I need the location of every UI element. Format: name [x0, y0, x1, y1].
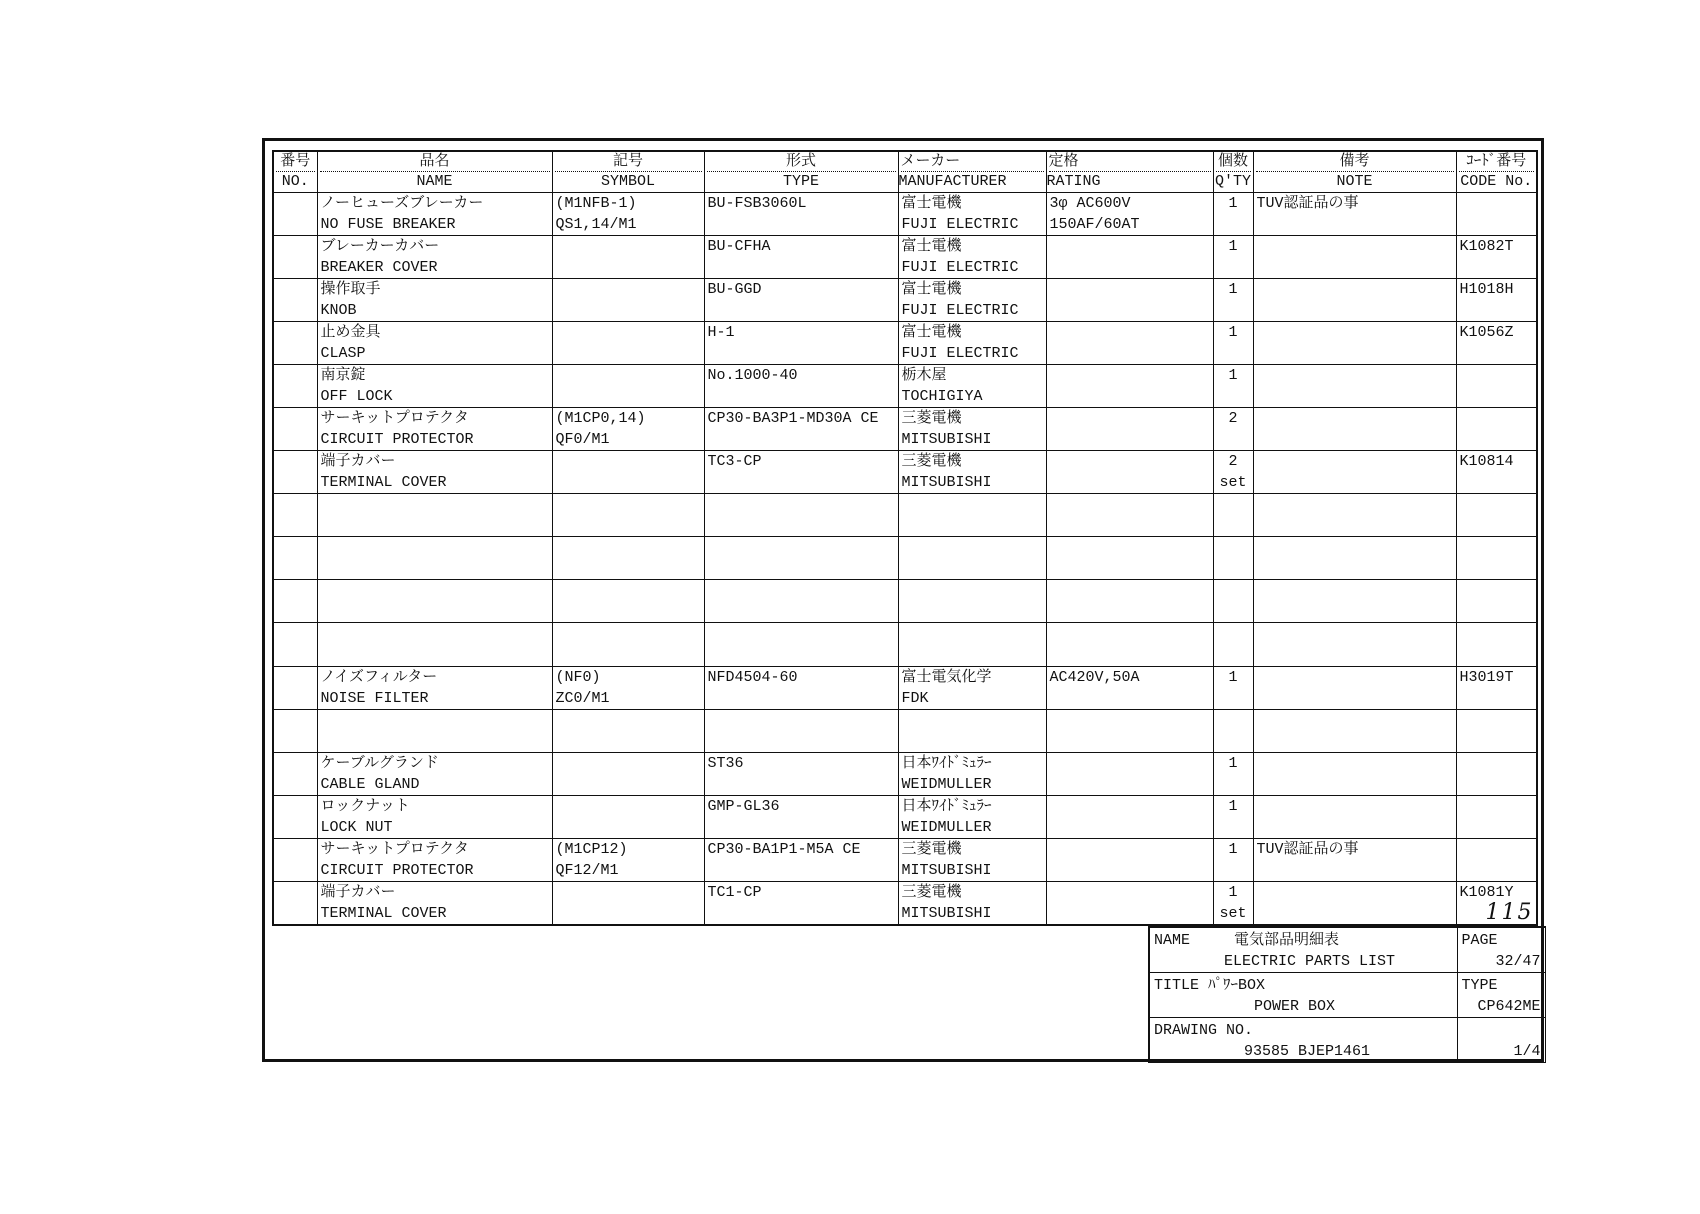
name-cell	[317, 580, 552, 623]
mfr-jp: 日本ﾜｲﾄﾞﾐｭﾗｰ	[901, 754, 992, 772]
qty-cell	[1213, 408, 1253, 451]
mfr-jp: 富士電機	[901, 324, 962, 342]
type-cell	[704, 752, 898, 795]
sheet-cell	[1457, 1018, 1545, 1063]
no-cell	[273, 795, 317, 838]
symbol-line-2: QS1,14/M1	[555, 216, 637, 233]
code-cell	[1456, 838, 1537, 881]
manufacturer-cell	[898, 838, 1046, 881]
manufacturer-cell	[898, 752, 1046, 795]
code: K10814	[1459, 453, 1514, 471]
name-cell	[317, 666, 552, 709]
name-en: LOCK NUT	[320, 818, 393, 836]
symbol-cell	[552, 236, 704, 279]
code-cell	[1456, 451, 1537, 494]
name-cell	[317, 322, 552, 365]
symbol-line-1: (M1NFB-1)	[555, 195, 637, 212]
no-cell	[273, 537, 317, 580]
note-cell	[1253, 838, 1456, 881]
qty-cell	[1213, 236, 1253, 279]
code-cell	[1456, 193, 1537, 236]
title-en: POWER BOX	[1254, 998, 1336, 1015]
rating-cell	[1046, 666, 1213, 709]
mfr-jp: 日本ﾜｲﾄﾞﾐｭﾗｰ	[901, 797, 992, 815]
type: NFD4504-60	[707, 668, 798, 686]
name-en: ELECTRIC PARTS LIST	[1224, 953, 1396, 970]
symbol-cell	[552, 408, 704, 451]
header-symbol: 記号 SYMBOL	[552, 151, 704, 193]
code-cell	[1456, 752, 1537, 795]
symbol-line-1: (M1CP12)	[555, 840, 628, 858]
rating-line-2: 150AF/60AT	[1049, 216, 1140, 233]
rating-cell	[1046, 408, 1213, 451]
name-jp: ノーヒューズブレーカー	[320, 195, 484, 212]
mfr-jp: 富士電機	[901, 281, 962, 299]
note: TUV認証品の事	[1256, 195, 1359, 212]
no-cell	[273, 279, 317, 322]
mfr-en: MITSUBISHI	[901, 474, 992, 492]
code: K1056Z	[1459, 324, 1514, 342]
mfr-en: FUJI ELECTRIC	[901, 216, 1019, 233]
no-cell	[273, 365, 317, 408]
manufacturer-cell	[898, 580, 1046, 623]
no-cell	[273, 838, 317, 881]
type-cell	[704, 408, 898, 451]
code-cell	[1456, 494, 1537, 537]
name-cell	[317, 193, 552, 236]
qty-cell	[1213, 193, 1253, 236]
code: H1018H	[1459, 281, 1514, 299]
no-cell	[273, 709, 317, 752]
note-cell	[1253, 279, 1456, 322]
name-jp: サーキットプロテクタ	[320, 410, 469, 428]
symbol-cell	[552, 752, 704, 795]
type: GMP-GL36	[707, 797, 780, 815]
name-cell	[317, 537, 552, 580]
qty-line-1: 1	[1228, 668, 1238, 686]
manufacturer-cell	[898, 795, 1046, 838]
rating-cell	[1046, 193, 1213, 236]
note-cell	[1253, 666, 1456, 709]
page-cell	[1457, 927, 1545, 973]
table-row	[273, 365, 1537, 408]
code-cell	[1456, 580, 1537, 623]
qty-line-1: 1	[1228, 281, 1238, 299]
table-row	[273, 881, 1537, 925]
note-cell	[1253, 537, 1456, 580]
note-cell	[1253, 236, 1456, 279]
code-cell	[1456, 279, 1537, 322]
manufacturer-cell	[898, 666, 1046, 709]
rating-cell	[1046, 838, 1213, 881]
name-jp: 端子カバー	[320, 453, 396, 471]
rating-cell	[1046, 236, 1213, 279]
header-no: 番号 NO.	[273, 151, 317, 193]
type-cell	[704, 279, 898, 322]
name-cell	[317, 752, 552, 795]
manufacturer-cell	[898, 537, 1046, 580]
code-cell	[1456, 365, 1537, 408]
symbol-cell	[552, 709, 704, 752]
name-jp: 操作取手	[320, 281, 381, 299]
qty-line-1: 1	[1228, 754, 1238, 772]
drawing-no: 93585 BJEP1461	[1244, 1043, 1371, 1060]
name-cell	[317, 279, 552, 322]
type-cell	[704, 666, 898, 709]
note: TUV認証品の事	[1256, 840, 1359, 858]
note-cell	[1253, 193, 1456, 236]
table-row	[273, 494, 1537, 537]
rating-line-1: AC420V,50A	[1049, 668, 1140, 686]
qty-cell	[1213, 709, 1253, 752]
name-cell	[317, 408, 552, 451]
title-title-cell	[1149, 973, 1457, 1018]
symbol-cell	[552, 623, 704, 666]
note-cell	[1253, 580, 1456, 623]
rating-cell	[1046, 279, 1213, 322]
note-cell	[1253, 365, 1456, 408]
code-cell	[1456, 881, 1537, 925]
header-type: 形式 TYPE	[704, 151, 898, 193]
mfr-en: FUJI ELECTRIC	[901, 259, 1019, 277]
type: ST36	[707, 754, 744, 772]
name-cell	[317, 494, 552, 537]
name-en: TERMINAL COVER	[320, 474, 447, 492]
name-en: CIRCUIT PROTECTOR	[320, 861, 474, 879]
type: TC3-CP	[707, 453, 762, 471]
qty-line-2: set	[1219, 904, 1247, 922]
qty-line-1: 1	[1228, 195, 1238, 212]
name-cell	[317, 709, 552, 752]
name-cell	[317, 451, 552, 494]
name-jp: ノイズフィルター	[320, 668, 438, 686]
header-code: ｺｰﾄﾞ番号 CODE No.	[1456, 151, 1537, 193]
title-label: TITLE	[1154, 977, 1200, 994]
name-en: KNOB	[320, 302, 357, 320]
manufacturer-cell	[898, 236, 1046, 279]
symbol-cell	[552, 322, 704, 365]
name-jp: サーキットプロテクタ	[320, 840, 469, 858]
code-cell	[1456, 408, 1537, 451]
table-row	[273, 838, 1537, 881]
qty-cell	[1213, 623, 1253, 666]
table-row	[273, 408, 1537, 451]
mfr-en: MITSUBISHI	[901, 861, 992, 879]
rating-cell	[1046, 494, 1213, 537]
type-cell	[704, 494, 898, 537]
name-en: NO FUSE BREAKER	[320, 216, 456, 233]
name-en: BREAKER COVER	[320, 259, 438, 277]
mfr-jp: 三菱電機	[901, 453, 962, 471]
symbol-cell	[552, 580, 704, 623]
qty-cell	[1213, 881, 1253, 925]
name-cell	[317, 881, 552, 925]
title-block	[1148, 926, 1546, 1063]
qty-line-1: 1	[1228, 883, 1238, 901]
no-cell	[273, 494, 317, 537]
type: H-1	[707, 324, 735, 342]
type-cell	[704, 580, 898, 623]
mfr-jp: 富士電機	[901, 195, 962, 212]
no-cell	[273, 236, 317, 279]
header-row	[273, 151, 1537, 193]
symbol-line-2: QF0/M1	[555, 431, 610, 449]
type: No.1000-40	[707, 367, 798, 385]
code-cell	[1456, 236, 1537, 279]
manufacturer-cell	[898, 322, 1046, 365]
note-cell	[1253, 322, 1456, 365]
type: BU-GGD	[707, 281, 762, 299]
manufacturer-cell	[898, 709, 1046, 752]
mfr-en: WEIDMULLER	[901, 818, 992, 836]
note-cell	[1253, 881, 1456, 925]
rating-cell	[1046, 365, 1213, 408]
symbol-cell	[552, 365, 704, 408]
type-label: TYPE	[1461, 977, 1498, 994]
manufacturer-cell	[898, 494, 1046, 537]
no-cell	[273, 881, 317, 925]
type: BU-CFHA	[707, 238, 771, 256]
note-cell	[1253, 623, 1456, 666]
type: BU-FSB3060L	[707, 195, 807, 212]
type-cell	[1457, 973, 1545, 1018]
rating-line-1: 3φ AC600V	[1049, 195, 1131, 212]
mfr-jp: 栃木屋	[901, 367, 947, 385]
type-value: CP642ME	[1477, 998, 1541, 1015]
manufacturer-cell	[898, 193, 1046, 236]
name-jp: ケーブルグランド	[320, 754, 439, 772]
name-en: TERMINAL COVER	[320, 904, 447, 922]
type-cell	[704, 623, 898, 666]
qty-line-1: 1	[1228, 238, 1238, 256]
type-cell	[704, 451, 898, 494]
page-value: 32/47	[1495, 953, 1541, 970]
rating-cell	[1046, 752, 1213, 795]
qty-cell	[1213, 580, 1253, 623]
no-cell	[273, 752, 317, 795]
name-cell	[317, 838, 552, 881]
name-jp: ロックナット	[320, 797, 410, 815]
code-cell	[1456, 322, 1537, 365]
qty-line-1: 1	[1228, 324, 1238, 342]
mfr-jp: 三菱電機	[901, 883, 962, 901]
title-name-cell	[1149, 927, 1457, 973]
qty-cell	[1213, 752, 1253, 795]
qty-cell	[1213, 537, 1253, 580]
qty-line-1: 1	[1228, 367, 1238, 385]
qty-cell	[1213, 365, 1253, 408]
table-row	[273, 537, 1537, 580]
symbol-cell	[552, 666, 704, 709]
header-rating: 定格 RATING	[1046, 151, 1213, 193]
qty-cell	[1213, 666, 1253, 709]
mfr-en: FUJI ELECTRIC	[901, 302, 1019, 320]
manufacturer-cell	[898, 451, 1046, 494]
mfr-en: TOCHIGIYA	[901, 388, 983, 406]
table-row	[273, 279, 1537, 322]
rating-cell	[1046, 881, 1213, 925]
table-row	[273, 795, 1537, 838]
symbol-line-2: ZC0/M1	[555, 689, 610, 707]
symbol-cell	[552, 193, 704, 236]
type-cell	[704, 709, 898, 752]
name-cell	[317, 236, 552, 279]
symbol-cell	[552, 537, 704, 580]
header-note: 備考 NOTE	[1253, 151, 1456, 193]
name-en: OFF LOCK	[320, 388, 393, 406]
rating-cell	[1046, 795, 1213, 838]
code-cell	[1456, 709, 1537, 752]
table-row	[273, 580, 1537, 623]
qty-cell	[1213, 795, 1253, 838]
mfr-jp: 三菱電機	[901, 410, 962, 428]
note-cell	[1253, 494, 1456, 537]
note-cell	[1253, 408, 1456, 451]
parts-table	[272, 150, 1538, 926]
table-row	[273, 236, 1537, 279]
qty-line-2: set	[1219, 474, 1247, 492]
manufacturer-cell	[898, 408, 1046, 451]
name-en: CABLE GLAND	[320, 775, 420, 793]
symbol-cell	[552, 795, 704, 838]
manufacturer-cell	[898, 279, 1046, 322]
symbol-line-1: (NF0)	[555, 668, 601, 686]
sheet-value: 1/4	[1513, 1043, 1541, 1060]
type: CP30-BA3P1-MD30A CE	[707, 410, 879, 428]
parts-body	[273, 193, 1537, 926]
symbol-cell	[552, 494, 704, 537]
type-cell	[704, 236, 898, 279]
mfr-jp: 三菱電機	[901, 840, 962, 858]
no-cell	[273, 451, 317, 494]
header-manufacturer: メーカー MANUFACTURER	[898, 151, 1046, 193]
page-label: PAGE	[1461, 932, 1498, 949]
rating-cell	[1046, 537, 1213, 580]
rating-cell	[1046, 709, 1213, 752]
table-row	[273, 322, 1537, 365]
name-cell	[317, 795, 552, 838]
type-cell	[704, 881, 898, 925]
symbol-cell	[552, 881, 704, 925]
no-cell	[273, 580, 317, 623]
qty-line-1: 2	[1228, 410, 1238, 428]
qty-line-1: 2	[1228, 453, 1238, 471]
symbol-line-1: (M1CP0,14)	[555, 410, 646, 428]
manufacturer-cell	[898, 623, 1046, 666]
table-row	[273, 709, 1537, 752]
no-cell	[273, 322, 317, 365]
qty-cell	[1213, 451, 1253, 494]
rating-cell	[1046, 580, 1213, 623]
no-cell	[273, 666, 317, 709]
header-qty: 個数 Q'TY	[1213, 151, 1253, 193]
symbol-cell	[552, 838, 704, 881]
manufacturer-cell	[898, 881, 1046, 925]
qty-cell	[1213, 838, 1253, 881]
type-cell	[704, 322, 898, 365]
note-cell	[1253, 451, 1456, 494]
mfr-en: WEIDMULLER	[901, 775, 992, 793]
table-row	[273, 193, 1537, 236]
manufacturer-cell	[898, 365, 1046, 408]
table-row	[273, 752, 1537, 795]
rating-cell	[1046, 623, 1213, 666]
note-cell	[1253, 795, 1456, 838]
code-cell	[1456, 537, 1537, 580]
name-jp: 南京錠	[320, 367, 366, 385]
title-jp: ﾊﾟﾜｰBOX	[1208, 977, 1266, 994]
type-cell	[704, 537, 898, 580]
table-row	[273, 623, 1537, 666]
name-cell	[317, 365, 552, 408]
name-jp: 端子カバー	[320, 883, 396, 901]
type: CP30-BA1P1-M5A CE	[707, 840, 861, 858]
drawing-label: DRAWING NO.	[1154, 1022, 1254, 1039]
type-cell	[704, 193, 898, 236]
mfr-jp: 富士電機	[901, 238, 962, 256]
name-jp: 止め金具	[320, 324, 381, 342]
name-en: NOISE FILTER	[320, 689, 429, 707]
no-cell	[273, 408, 317, 451]
table-row	[273, 451, 1537, 494]
type-cell	[704, 365, 898, 408]
type-cell	[704, 838, 898, 881]
symbol-cell	[552, 451, 704, 494]
mfr-en: MITSUBISHI	[901, 431, 992, 449]
code-line-2: 115	[1485, 899, 1534, 925]
code: K1081Y	[1459, 883, 1514, 901]
qty-cell	[1213, 322, 1253, 365]
code-cell	[1456, 623, 1537, 666]
name-jp: ブレーカーカバー	[320, 238, 440, 256]
code: H3019T	[1459, 668, 1514, 686]
qty-cell	[1213, 279, 1253, 322]
note-cell	[1253, 709, 1456, 752]
title-drawing-cell	[1149, 1018, 1457, 1063]
mfr-en: MITSUBISHI	[901, 904, 992, 922]
symbol-cell	[552, 279, 704, 322]
mfr-en: FUJI ELECTRIC	[901, 345, 1019, 363]
no-cell	[273, 623, 317, 666]
qty-line-1: 1	[1228, 797, 1238, 815]
symbol-line-2: QF12/M1	[555, 861, 619, 879]
qty-cell	[1213, 494, 1253, 537]
name-cell	[317, 623, 552, 666]
name-en: CIRCUIT PROTECTOR	[320, 431, 474, 449]
name-en: CLASP	[320, 345, 366, 363]
rating-cell	[1046, 451, 1213, 494]
mfr-jp: 富士電気化学	[901, 668, 992, 686]
qty-line-1: 1	[1228, 840, 1238, 858]
header-name: 品名 NAME	[317, 151, 552, 193]
no-cell	[273, 193, 317, 236]
rating-cell	[1046, 322, 1213, 365]
table-row	[273, 666, 1537, 709]
code-cell	[1456, 666, 1537, 709]
mfr-en: FDK	[901, 689, 929, 707]
type-cell	[704, 795, 898, 838]
note-cell	[1253, 752, 1456, 795]
code-cell	[1456, 795, 1537, 838]
name-jp: 電気部品明細表	[1234, 932, 1340, 949]
name-label: NAME	[1154, 932, 1191, 949]
type: TC1-CP	[707, 883, 762, 901]
code: K1082T	[1459, 238, 1514, 256]
